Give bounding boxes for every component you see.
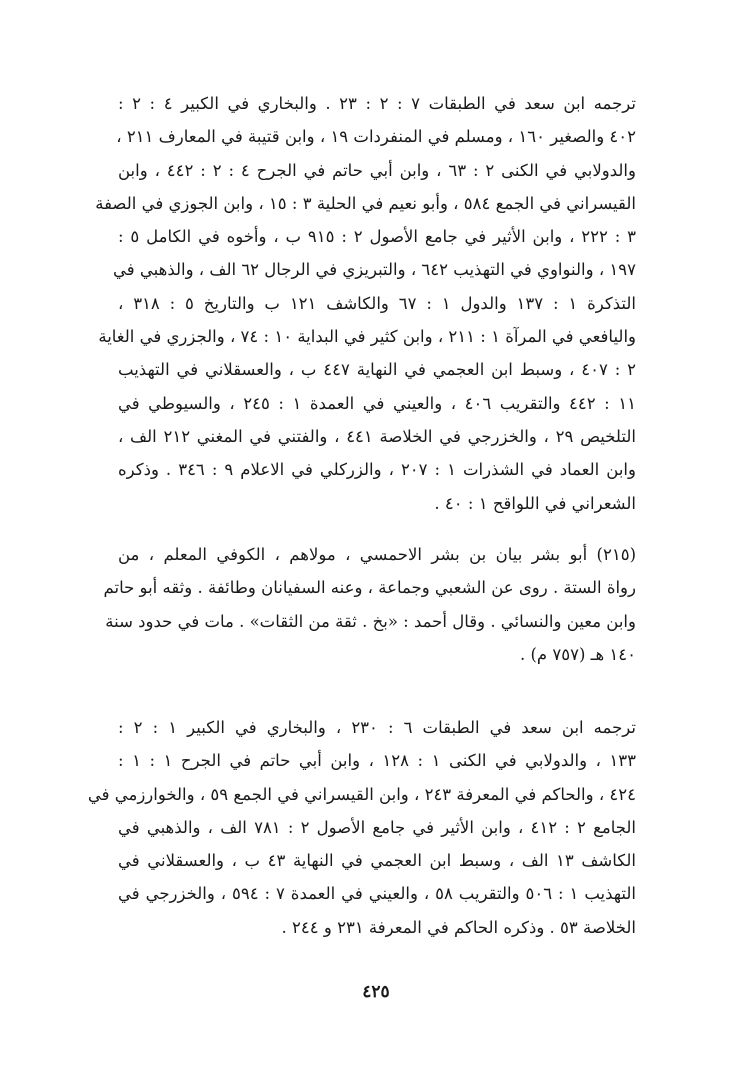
text-line: ترجمه ابن سعد في الطبقات ٦ : ٢٣٠ ، والبخاري في الكبير ١ : ٢ : [118,718,636,737]
text-line: وابن معين والنسائي . وقال أحمد : «بخ . ثقة من الثقات» . مات في حدود سنة [105,611,636,631]
references-paragraph-2 [87,711,637,944]
text-line: ٤٢٤ ، والحاكم في المعرفة ٢٤٣ ، وابن القيسراني في الجمع ٥٩ ، والخوارزمي في [87,784,636,804]
text-line: التذكرة ١ : ١٣٧ والدول ١ : ٦٧ والكاشف ١٢١ ب والتاريخ ٥ : ٣١٨ ، [118,293,636,313]
text-line: ١١ : ٤٤٢ والتقريب ٤٠٦ ، والعيني في العمدة ١ : ٢٤٥ ، والسيوطي في [118,393,636,413]
text-line: ١٣٣ ، والدولابي في الكنى ١ : ١٢٨ ، وابن أبي حاتم في الجرح ١ : ١ : [118,751,637,771]
text-line: والدولابي في الكنى ٢ : ٦٣ ، وابن أبي حاتم في الجرح ٤ : ٢ : ٤٤٢ ، وابن [118,160,636,180]
text-line: الكاشف ١٣ الف ، وسبط ابن العجمي في النهاية ٤٣ ب ، والعسقلاني في [118,851,636,871]
text-line: واليافعي في المرآة ١ : ٢١١ ، وابن كثير في البداية ١٠ : ٧٤ ، والجزري في الغاية [98,327,636,347]
text-line: ٤٠٢ والصغير ١٦٠ ، ومسلم في المنفردات ١٩ ، وابن قتيبة في المعارف ٢١١ ، [116,127,636,147]
text-line: رواة الستة . روى عن الشعبي وجماعة ، وعنه السفيانان وطائفة . وثقه أبو حاتم [103,578,636,598]
text-line: وابن العماد في الشذرات ١ : ٢٠٧ ، والزركلي في الاعلام ٩ : ٣٤٦ . وذكره [118,460,636,480]
text-line: ١٤٠ هـ (٧٥٧ م) . [519,644,636,664]
text-line: التهذيب ١ : ٥٠٦ والتقريب ٥٨ ، والعيني في العمدة ٧ : ٥٩٤ ، والخزرجي في [118,884,636,904]
text-line: ٢ : ٤٠٧ ، وسبط ابن العجمي في النهاية ٤٤٧ ب ، والعسقلاني في التهذيب [118,360,637,380]
text-line: ٣ : ٢٢٢ ، وابن الأثير في جامع الأصول ٢ : ٩١٥ ب ، وأخوه في الكامل ٥ : [118,227,636,247]
text-line: الشعراني في اللواقح ١ : ٤٠ . [434,493,636,513]
text-line: التلخيص ٢٩ ، والخزرجي في الخلاصة ٤٤١ ، والفتني في المغني ٢١٢ الف ، [118,426,636,446]
text-line: (٢١٥) أبو بشر بيان بن بشر الاحمسي ، مولاهم ، الكوفي المعلم ، من [118,545,636,564]
biography-entry-215 [103,538,636,671]
text-line: الجامع ٢ : ٤١٢ ، وابن الأثير في جامع الأصول ٢ : ٧٨١ الف ، والذهبي في [118,817,637,837]
text-line: ١٩٧ ، والنواوي في التهذيب ٦٤٢ ، والتبريزي في الرجال ٦٢ الف ، والذهبي في [113,260,636,280]
references-paragraph-1 [95,87,637,520]
text-line: ترجمه ابن سعد في الطبقات ٧ : ٢ : ٢٣ . والبخاري في الكبير ٤ : ٢ : [118,94,636,113]
text-line: القيسراني في الجمع ٥٨٤ ، وأبو نعيم في الحلية ٣ : ١٥ ، وابن الجوزي في الصفة [95,193,636,213]
text-line: الخلاصة ٥٣ . وذكره الحاكم في المعرفة ٢٣١ و ٢٤٤ . [281,917,636,937]
page-number: ٤٢٥ [362,982,390,1002]
